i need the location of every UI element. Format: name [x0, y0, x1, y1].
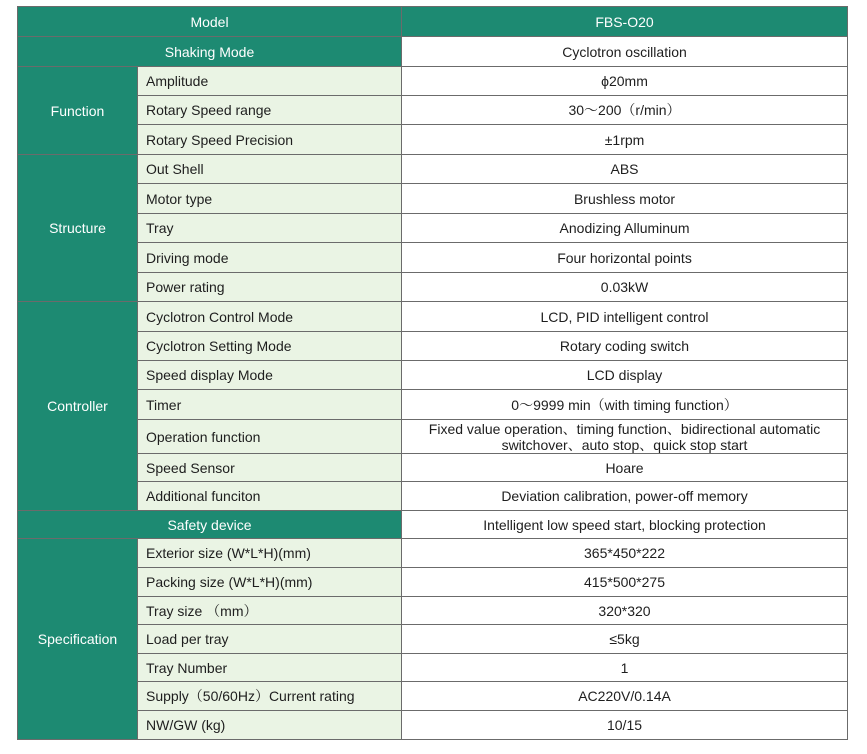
safety-row [18, 511, 848, 539]
row-value: Hoare [402, 454, 848, 482]
row-value: 320*320 [402, 597, 848, 625]
row-label: Exterior size (W*L*H)(mm) [138, 539, 402, 568]
table-row [18, 243, 848, 273]
row-label: Power rating [138, 273, 402, 302]
row-label: Cyclotron Control Mode [138, 302, 402, 332]
row-value: ABS [402, 155, 848, 184]
shaking-mode-value: Cyclotron oscillation [402, 37, 848, 67]
row-value: ϕ20mm [402, 67, 848, 96]
row-value: 10/15 [402, 711, 848, 740]
group-structure: Structure [18, 155, 138, 302]
row-value: 0.03kW [402, 273, 848, 302]
row-label: Driving mode [138, 243, 402, 273]
row-value: Anodizing Alluminum [402, 214, 848, 243]
spec-table-container [17, 6, 847, 740]
row-value: AC220V/0.14A [402, 682, 848, 711]
table-row [18, 332, 848, 361]
row-value: 30～200（r/min） [402, 96, 848, 125]
shaking-mode-label: Shaking Mode [18, 37, 402, 67]
row-label: Timer [138, 390, 402, 420]
group-specification: Specification [18, 539, 138, 740]
row-value: LCD, PID intelligent control [402, 302, 848, 332]
group-function: Function [18, 67, 138, 155]
shaking-mode-row [18, 37, 848, 67]
row-value: 365*450*222 [402, 539, 848, 568]
row-value: Rotary coding switch [402, 332, 848, 361]
row-value-line-2: switchover、auto stop、quick stop start [501, 436, 748, 453]
safety-label: Safety device [18, 511, 402, 539]
table-row [18, 711, 848, 740]
row-label: NW/GW (kg) [138, 711, 402, 740]
row-value: Four horizontal points [402, 243, 848, 273]
row-label: Packing size (W*L*H)(mm) [138, 568, 402, 597]
row-value: LCD display [402, 361, 848, 390]
row-value: 0～9999 min（with timing function） [402, 390, 848, 420]
row-label: Rotary Speed range [138, 96, 402, 125]
table-row [18, 155, 848, 184]
row-label: Tray size （mm） [138, 597, 402, 625]
row-label: Tray Number [138, 654, 402, 682]
table-row [18, 184, 848, 214]
row-label: Operation function [138, 420, 402, 454]
table-row [18, 214, 848, 243]
table-row [18, 390, 848, 420]
row-value: 1 [402, 654, 848, 682]
spec-table [17, 6, 848, 740]
row-label: Load per tray [138, 625, 402, 654]
table-row [18, 597, 848, 625]
row-value: ≤5kg [402, 625, 848, 654]
table-row [18, 568, 848, 597]
row-label: Rotary Speed Precision [138, 125, 402, 155]
row-value: Brushless motor [402, 184, 848, 214]
table-row [18, 302, 848, 332]
table-row [18, 482, 848, 511]
row-label: Amplitude [138, 67, 402, 96]
row-value-line-1: Fixed value operation、timing function、bidirectional automatic [428, 420, 821, 437]
row-label: Speed display Mode [138, 361, 402, 390]
row-label: Additional funciton [138, 482, 402, 511]
group-controller: Controller [18, 302, 138, 511]
header-row [18, 7, 848, 37]
table-row [18, 539, 848, 568]
row-label: Tray [138, 214, 402, 243]
row-value: 415*500*275 [402, 568, 848, 597]
row-value: ±1rpm [402, 125, 848, 155]
table-row [18, 420, 848, 454]
table-row [18, 654, 848, 682]
row-label: Cyclotron Setting Mode [138, 332, 402, 361]
model-value: FBS-O20 [402, 7, 848, 37]
table-row [18, 125, 848, 155]
table-row [18, 625, 848, 654]
table-row [18, 361, 848, 390]
safety-value: Intelligent low speed start, blocking protection [402, 511, 848, 539]
table-row [18, 682, 848, 711]
model-label: Model [18, 7, 402, 37]
row-value [402, 420, 848, 454]
row-value: Deviation calibration, power-off memory [402, 482, 848, 511]
row-label: Speed Sensor [138, 454, 402, 482]
table-row [18, 67, 848, 96]
row-label: Supply（50/60Hz）Current rating [138, 682, 402, 711]
row-label: Out Shell [138, 155, 402, 184]
table-row [18, 273, 848, 302]
row-label: Motor type [138, 184, 402, 214]
table-row [18, 96, 848, 125]
table-row [18, 454, 848, 482]
